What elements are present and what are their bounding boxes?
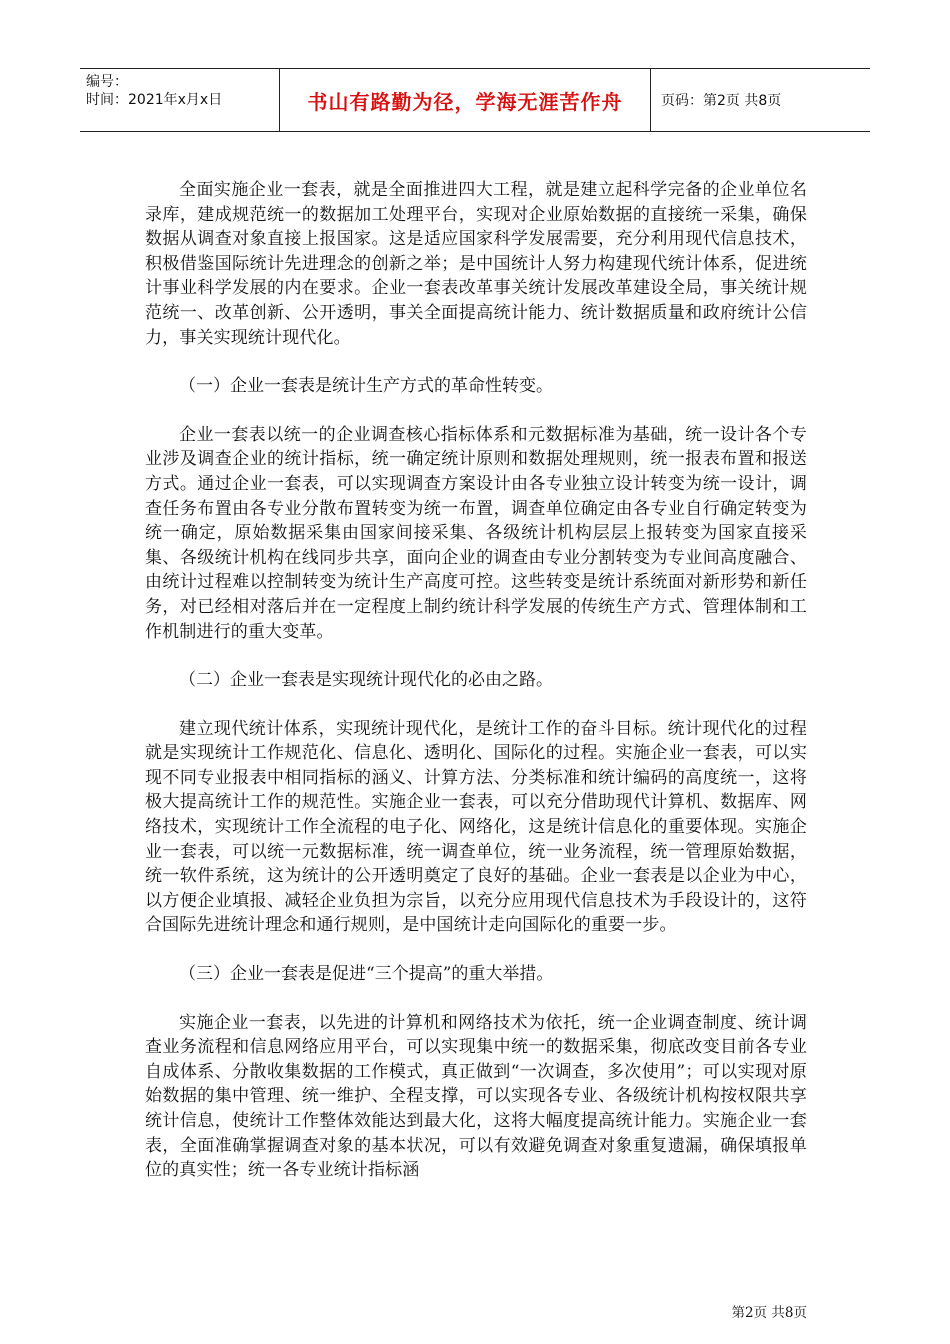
document-body <box>145 178 807 1183</box>
header-motto: 书山有路勤为径，学海无涯苦作舟 <box>280 69 651 131</box>
section-heading-3: （三）企业一套表是促进“三个提高”的重大举措。 <box>179 964 554 985</box>
section-heading-2: （二）企业一套表是实现统计现代化的必由之路。 <box>179 670 553 691</box>
document-number-label: 编号： <box>86 74 128 90</box>
body-paragraph-3: 建立现代统计体系，实现统计现代化，是统计工作的奋斗目标。统计现代化的过程就是实现统计工作规范化、信息化、透明化、国际化的过程。实施企业一套表，可以实现不同专业报表中相同指标的涵义、计算方法、分类标准和统计编码的高度统一，这将极大提高统计工作的规范性。实施企业一套表，可以充分借助现代计算机、数据库、网络技术，实现统计工作全流程的电子化、网络化，这是统计信息化的重要体现。实施企业一套表，可以统一元数据标准，统一调查单位，统一业务流程，统一管理原始数据，统一软件系统，这为统计的公开透明奠定了良好的基础。企业一套表是以企业为中心，以方便企业填报、减轻企业负担为宗旨，以充分应用现代信息技术为手段设计的，这符合国际先进统计理念和通行规则，是中国统计走向国际化的重要一步。 <box>145 718 807 936</box>
body-paragraph-4: 实施企业一套表，以先进的计算机和网络技术为依托，统一企业调查制度、统计调查业务流程和信息网络应用平台，可以实现集中统一的数据采集，彻底改变目前各专业自成体系、分散收集数据的工作模式，真正做到“一次调查，多次使用”；可以实现对原始数据的集中管理、统一维护、全程支撑，可以实现各专业、各级统计机构按权限共享统计信息，使统计工作整体效能达到最大化，这将大幅度提高统计能力。实施企业一套表，全面准确掌握调查对象的基本状况，可以有效避免调查对象重复遗漏，确保填报单位的真实性；统一各专业统计指标涵 <box>145 1012 807 1181</box>
body-paragraph-1: 全面实施企业一套表，就是全面推进四大工程，就是建立起科学完备的企业单位名录库，建成规范统一的数据加工处理平台，实现对企业原始数据的直接统一采集，确保数据从调查对象直接上报国家。这是适应国家科学发展需要，充分利用现代信息技术，积极借鉴国际统计先进理念的创新之举；是中国统计人努力构建现代统计体系，促进统计事业科学发展的内在要求。企业一套表改革事关统计发展改革建设全局，事关统计规范统一、改革创新、公开透明，事关全面提高统计能力、统计数据质量和政府统计公信力，事关实现统计现代化。 <box>145 180 807 348</box>
body-paragraph-2: 企业一套表以统一的企业调查核心指标体系和元数据标准为基础，统一设计各个专业涉及调查企业的统计指标，统一确定统计原则和数据处理规则，统一报表布置和报送方式。通过企业一套表，可以实现调查方案设计由各专业独立设计转变为统一设计，调查任务布置由各专业分散布置转变为统一布置，调查单位确定由各专业自行确定转变为统一确定，原始数据采集由国家间接采集、各级统计机构层层上报转变为国家直接采集、各级统计机构在线同步共享，面向企业的调查由专业分割转变为专业间高度融合、由统计过程难以控制转变为统计生产高度可控。这些转变是统计系统面对新形势和新任务，对已经相对落后并在一定程度上制约统计科学发展的传统生产方式、管理体制和工作机制进行的重大变革。 <box>145 424 807 642</box>
header-meta <box>80 69 280 131</box>
section-heading-1: （一）企业一套表是统计生产方式的革命性转变。 <box>179 376 553 397</box>
page-header <box>80 68 870 132</box>
document-time-label: 时间：2021年x月x日 <box>86 92 223 108</box>
page-footer-number: 第2页 共8页 <box>731 1305 807 1321</box>
header-page-label: 页码：第2页 共8页 <box>661 93 782 109</box>
